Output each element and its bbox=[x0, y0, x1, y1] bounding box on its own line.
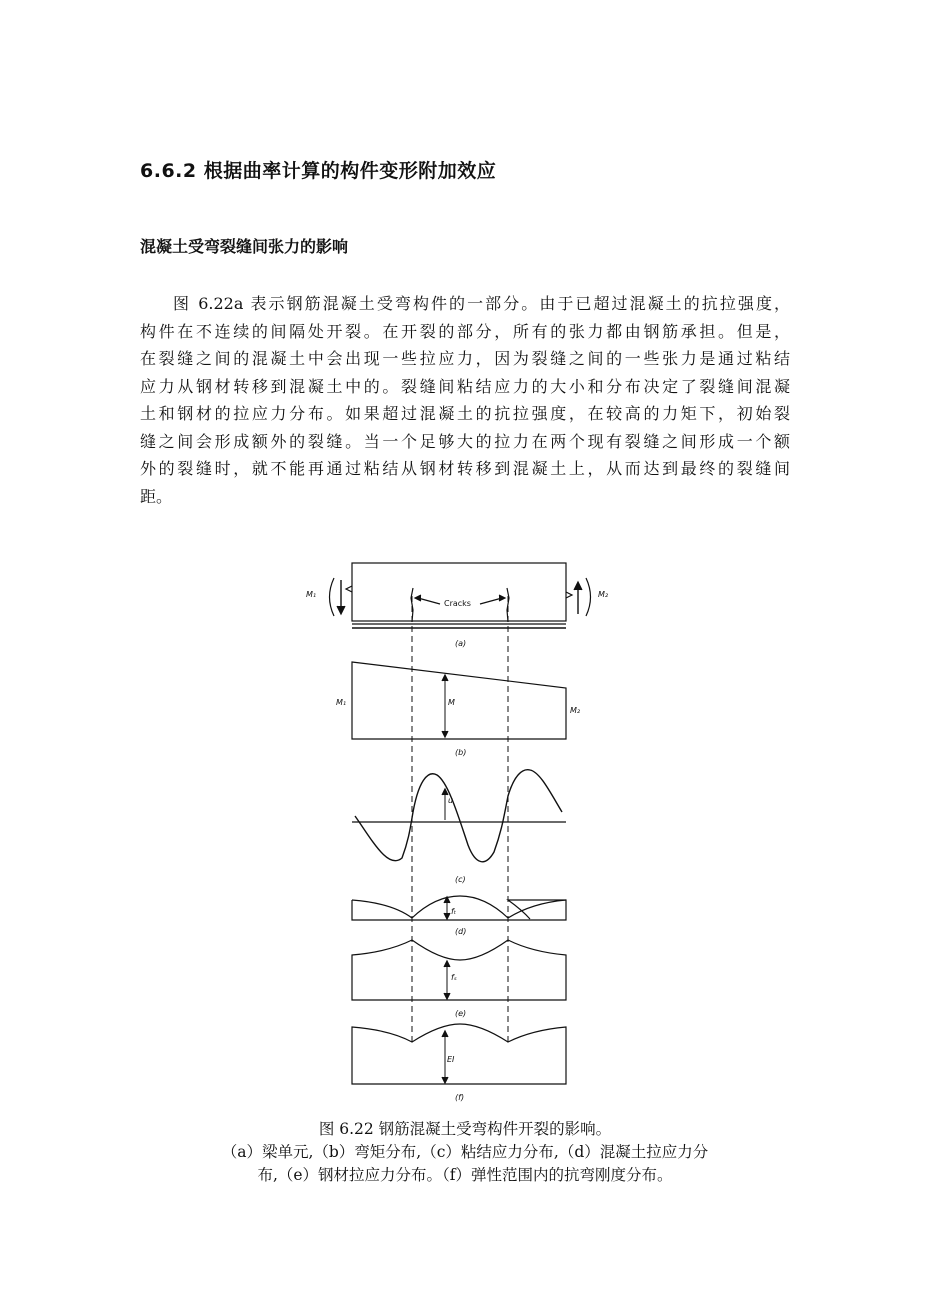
paragraph-line: 在裂缝之间的混凝土中会出现一些拉应力，因为裂缝之间的一些张力是通过粘结 bbox=[140, 349, 790, 368]
label-c: (c) bbox=[455, 875, 466, 884]
paragraph-line: 构件在不连续的间隔处开裂。在开裂的部分，所有的张力都由钢筋承担。但是， bbox=[140, 321, 790, 341]
label-a: (a) bbox=[455, 639, 467, 648]
subsection-heading: 混凝土受弯裂缝间张力的影响 bbox=[140, 237, 349, 256]
label-b: (b) bbox=[455, 748, 467, 757]
label-u: u bbox=[448, 796, 454, 805]
paragraph-line: 图 6.22a 表示钢筋混凝土受弯构件的一部分。由于已超过混凝土的抗拉强度， bbox=[173, 294, 790, 313]
paragraph-line: 应力从钢材转移到混凝土中的。裂缝间粘结应力的大小和分布决定了裂缝间混凝 bbox=[140, 376, 790, 396]
label-e: (e) bbox=[455, 1009, 467, 1018]
section-heading bbox=[140, 156, 496, 183]
label-ei: EI bbox=[447, 1055, 455, 1064]
label-f: (f) bbox=[455, 1093, 465, 1102]
label-ft: fₜ bbox=[451, 907, 457, 916]
label-m1-moment: M₁ bbox=[336, 698, 347, 707]
caption-title: 图 6.22 钢筋混凝土受弯构件开裂的影响。 bbox=[318, 1120, 612, 1138]
figure-caption bbox=[140, 1118, 790, 1187]
label-m2-moment: M₂ bbox=[570, 706, 581, 715]
paragraph-line: 距。 bbox=[140, 486, 173, 506]
label-cracks: Cracks bbox=[444, 599, 471, 608]
figure-6-22 bbox=[285, 545, 645, 1107]
label-m1: M₁ bbox=[306, 590, 317, 599]
caption-line: （a）梁单元,（b）弯矩分布,（c）粘结应力分布,（d）混凝土拉应力分 bbox=[221, 1143, 709, 1161]
label-fs: fₛ bbox=[451, 973, 457, 982]
paragraph-line: 外的裂缝时，就不能再通过粘结从钢材转移到混凝土上，从而达到最终的裂缝间 bbox=[140, 459, 790, 478]
label-m: M bbox=[448, 698, 455, 707]
figure-diagram bbox=[285, 545, 645, 1107]
label-d: (d) bbox=[455, 927, 467, 936]
paragraph-line: 土和钢材的拉应力分布。如果超过混凝土的抗拉强度，在较高的力矩下，初始裂 bbox=[140, 404, 790, 423]
paragraph-line: 缝之间会形成额外的裂缝。当一个足够大的拉力在两个现有裂缝之间形成一个额 bbox=[140, 431, 790, 451]
caption-line: 布,（e）钢材拉应力分布。（f）弹性范围内的抗弯刚度分布。 bbox=[257, 1166, 673, 1184]
section-title: 根据曲率计算的构件变形附加效应 bbox=[203, 160, 497, 182]
section-number: 6.6.2 bbox=[140, 160, 197, 182]
body-paragraph bbox=[140, 290, 790, 510]
label-m2: M₂ bbox=[598, 590, 609, 599]
